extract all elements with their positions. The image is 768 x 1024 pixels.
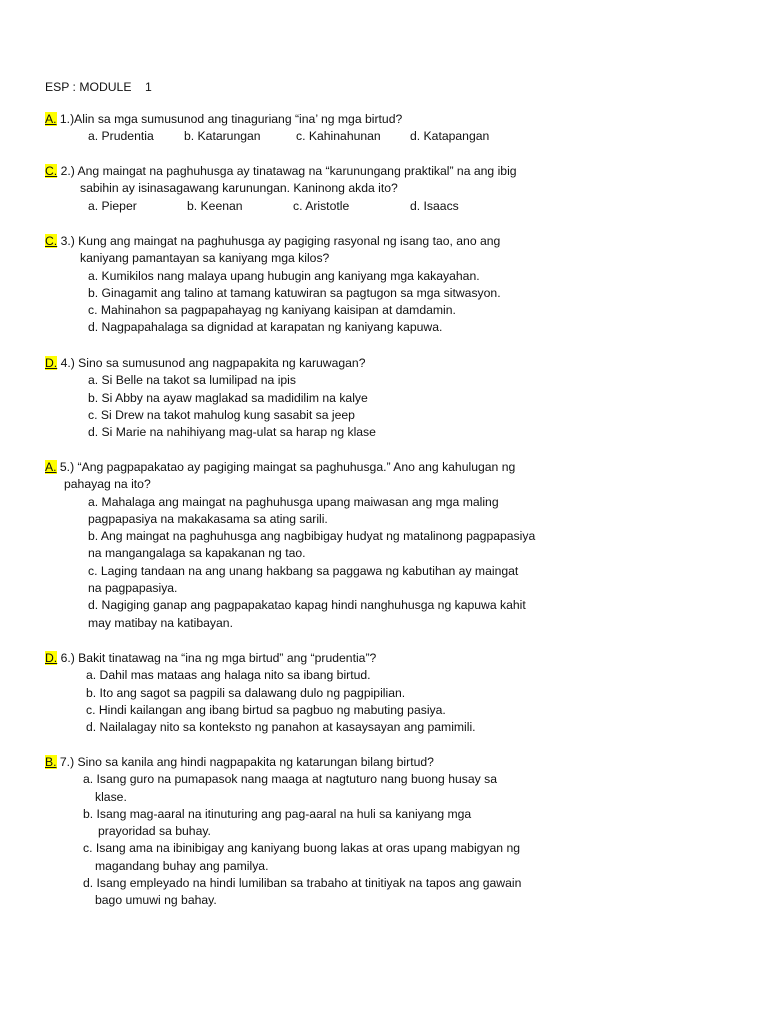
answer-key: C. [45, 164, 58, 178]
option-c-continued: magandang buhay ang pamilya. [95, 858, 269, 873]
question-1 [45, 111, 735, 146]
question-4 [45, 355, 735, 441]
option-b: b. Isang mag-aaral na itinuturing ang pag-aaral na huli sa kaniyang mga [83, 806, 472, 821]
options-row [45, 128, 735, 145]
options-list [45, 372, 735, 441]
option-d: d. Isang empleyado na hindi lumiliban sa trabaho at tinitiyak na tapos ang gawain [83, 876, 522, 891]
question-stem: D. 6.) Bakit tinatawag na “ina ng mga birtud” ang “prudentia”? [45, 651, 377, 665]
question-2 [45, 163, 735, 215]
options-list [45, 268, 735, 337]
options-list [45, 667, 735, 736]
option-a-continued: pagpapasiya na makakasama sa ating sarili. [88, 511, 328, 526]
option-a-continued: klase. [95, 789, 127, 804]
option-c: c. Si Drew na takot mahulog kung sasabit sa jeep [88, 407, 355, 422]
option-a: a. Pieper [88, 198, 137, 213]
option-a: a. Mahalaga ang maingat na paghuhusga upang maiwasan ang mga maling [88, 494, 499, 509]
question-6 [45, 650, 735, 736]
option-d: d. Nailalagay nito sa konteksto ng panahon at kasaysayan ang pamimili. [86, 720, 476, 735]
answer-key: A. [45, 112, 57, 126]
question-stem: B. 7.) Sino sa kanila ang hindi nagpapakita ng katarungan bilang birtud? [45, 755, 434, 769]
option-d: d. Nagpapahalaga sa dignidad at karapatan ng kaniyang kapuwa. [88, 320, 443, 335]
option-d-continued: may matibay na katibayan. [88, 615, 233, 630]
question-stem-continued: kaniyang pamantayan sa kaniyang mga kilos? [80, 251, 330, 266]
option-a: a. Kumikilos nang malaya upang hubugin ang kaniyang mga kakayahan. [88, 268, 480, 283]
options-list [45, 771, 735, 909]
option-b-continued: prayoridad sa buhay. [98, 824, 211, 839]
question-stem: D. 4.) Sino sa sumusunod ang nagpapakita ng karuwagan? [45, 356, 366, 370]
answer-key: D. [45, 651, 58, 665]
module-header: ESP : MODULE 1 [45, 80, 152, 94]
option-a: a. Isang guro na pumapasok nang maaga at nagtuturo nang buong husay sa [83, 772, 498, 787]
options-row [45, 198, 735, 215]
option-b-continued: na mangangalaga sa kapakanan ng tao. [88, 546, 306, 561]
option-d-continued: bago umuwi ng bahay. [95, 893, 217, 908]
option-b: b. Ito ang sagot sa pagpili sa dalawang dulo ng pagpipilian. [86, 685, 406, 700]
option-c: c. Aristotle [293, 198, 350, 213]
option-c: c. Mahinahon sa pagpapahayag ng kaniyang kaisipan at damdamin. [88, 303, 456, 318]
option-c: c. Laging tandaan na ang unang hakbang sa paggawa ng kabutihan ay maingat [88, 563, 519, 578]
option-b: b. Keenan [187, 198, 243, 213]
option-b: b. Ang maingat na paghuhusga ang nagbibigay hudyat ng matalinong pagpapasiya [88, 529, 536, 544]
question-3 [45, 233, 735, 337]
option-b: b. Katarungan [184, 129, 261, 144]
option-c: c. Kahinahunan [296, 129, 381, 144]
answer-key: B. [45, 755, 57, 769]
question-stem-continued: sabihin ay isinasagawang karunungan. Kaninong akda ito? [80, 181, 398, 196]
question-stem: A. 5.) “Ang pagpapakatao ay pagiging maingat sa paghuhusga.” Ano ang kahulugan ng [45, 460, 516, 474]
answer-key: A. [45, 460, 57, 474]
question-7 [45, 754, 735, 910]
answer-key: D. [45, 356, 58, 370]
option-c: c. Hindi kailangan ang ibang birtud sa pagbuo ng mabuting pasiya. [86, 702, 446, 717]
question-stem: C. 3.) Kung ang maingat na paghuhusga ay pagiging rasyonal ng isang tao, ano ang [45, 234, 501, 248]
option-b: b. Si Abby na ayaw maglakad sa madidilim na kalye [88, 390, 368, 405]
question-stem-continued: pahayag na ito? [64, 477, 151, 492]
option-d: d. Nagiging ganap ang pagpapakatao kapag hindi nanghuhusga ng kapuwa kahit [88, 598, 526, 613]
option-d: d. Si Marie na nahihiyang mag-ulat sa harap ng klase [88, 425, 376, 440]
option-d: d. Isaacs [410, 198, 459, 213]
question-stem: A. 1.)Alin sa mga sumusunod ang tinaguriang “ina’ ng mga birtud? [45, 112, 403, 126]
option-a: a. Prudentia [88, 129, 154, 144]
option-b: b. Ginagamit ang talino at tamang katuwiran sa pagtugon sa mga sitwasyon. [88, 285, 501, 300]
question-5 [45, 459, 735, 632]
answer-key: C. [45, 234, 58, 248]
option-a: a. Si Belle na takot sa lumilipad na ipis [88, 373, 296, 388]
question-stem: C. 2.) Ang maingat na paghuhusga ay tinatawag na “karunungang praktikal” na ang ibig [45, 164, 517, 178]
options-list [45, 494, 735, 632]
option-c-continued: na pagpapasiya. [88, 581, 178, 596]
option-a: a. Dahil mas mataas ang halaga nito sa ibang birtud. [86, 668, 371, 683]
option-d: d. Katapangan [410, 129, 490, 144]
option-c: c. Isang ama na ibinibigay ang kaniyang buong lakas at oras upang mabigyan ng [83, 841, 521, 856]
